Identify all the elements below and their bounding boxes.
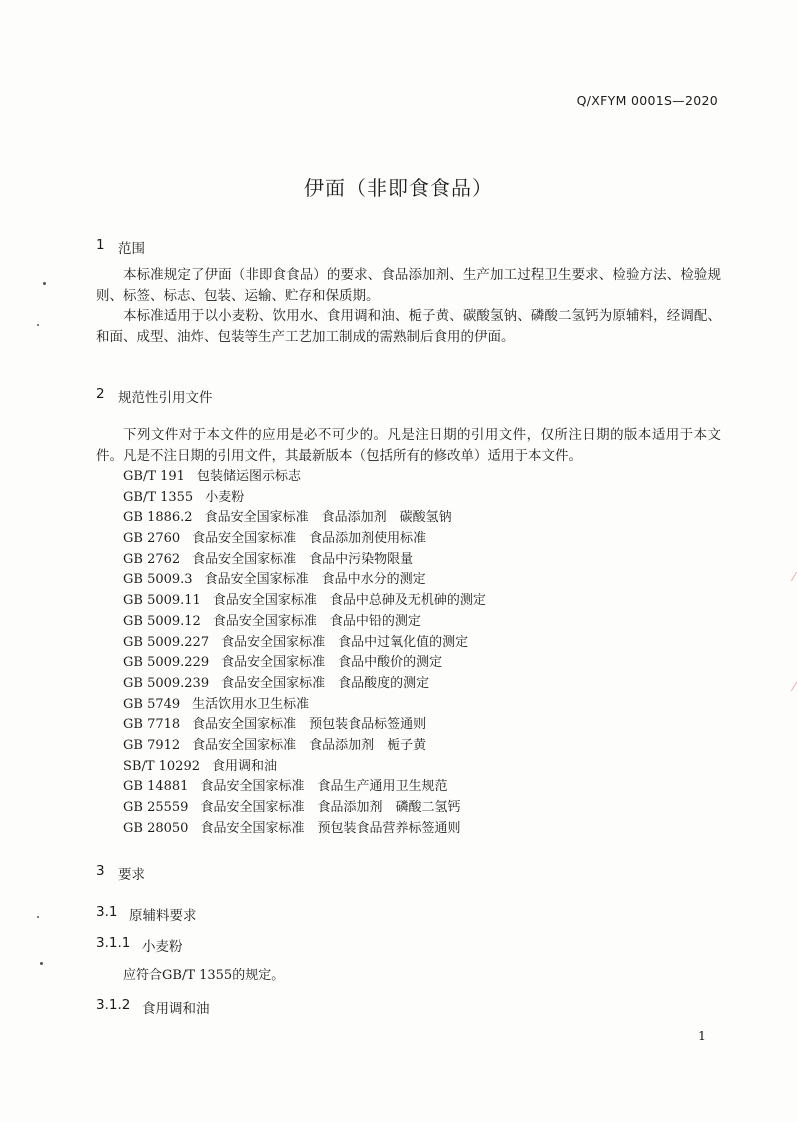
section-title: 范围 [118, 241, 145, 257]
list-item [123, 591, 486, 612]
section-title: 食用调和油 [142, 1001, 210, 1017]
section-number: 1 [96, 237, 105, 253]
reference-code: GB/T 191 [123, 469, 185, 484]
reference-code: GB 5009.3 [123, 572, 193, 588]
section-number: 2 [96, 386, 105, 402]
reference-title: 食品安全国家标准 食品酸度的测定 [221, 675, 430, 691]
reference-title: 食品安全国家标准 食品添加剂 碳酸氢钠 [204, 510, 452, 526]
reference-title: 食用调和油 [212, 758, 278, 774]
section-title: 规范性引用文件 [118, 390, 213, 406]
reference-code: GB 2760 [123, 531, 181, 547]
list-item [123, 674, 486, 695]
list-item [123, 570, 486, 591]
scan-edge-mark: ⁄ [792, 570, 795, 584]
list-item [123, 736, 486, 757]
list-item [123, 819, 486, 840]
scan-speck [40, 962, 43, 965]
section-heading-normative-references [96, 386, 213, 406]
scan-speck [37, 916, 39, 918]
reference-title: 小麦粉 [205, 489, 245, 505]
reference-code: SB/T 10292 [123, 758, 200, 774]
list-item [123, 508, 486, 529]
subsection-heading-blended-oil [96, 997, 210, 1017]
list-item [123, 798, 486, 819]
reference-code: GB 1886.2 [123, 510, 193, 526]
page-number: 1 [698, 1028, 706, 1043]
scope-paragraph-2: 本标准适用于以小麦粉、饮用水、食用调和油、栀子黄、碳酸氢钠、磷酸二氢钙为原辅料，经调配、和面、成型、油炸、包装等生产工艺加工制成的需熟制后食用的伊面。 [96, 308, 721, 345]
reference-code: GB 5009.11 [123, 593, 201, 609]
list-item [123, 467, 486, 488]
list-item [123, 529, 486, 550]
references-intro: 下列文件对于本文件的应用是必不可少的。凡是注日期的引用文件，仅所注日期的版本适用于本文件。凡是不注日期的引用文件，其最新版本（包括所有的修改单）适用于本文件。 [96, 427, 721, 464]
reference-code: GB 7912 [123, 737, 181, 753]
section-title: 要求 [118, 867, 145, 883]
reference-code: GB 2762 [123, 551, 181, 567]
section-number: 3.1 [96, 904, 118, 920]
reference-code: GB 5009.239 [123, 675, 210, 691]
reference-code: GB 5009.229 [123, 655, 210, 671]
section-heading-requirements [96, 863, 145, 883]
reference-code: GB 25559 [123, 800, 189, 815]
scan-edge-mark: ⁄ [792, 680, 795, 694]
reference-title: 食品安全国家标准 食品中水分的测定 [204, 572, 426, 588]
document-code: Q/XFYM 0001S—2020 [576, 93, 718, 108]
section-title: 小麦粉 [142, 939, 183, 955]
list-item [123, 653, 486, 674]
list-item [123, 488, 486, 509]
subsection-heading-wheat-flour [96, 935, 183, 955]
list-item [123, 695, 486, 716]
reference-title: 食品安全国家标准 食品生产通用卫生规范 [200, 779, 448, 795]
reference-title: 食品安全国家标准 预包装食品营养标签通则 [200, 820, 461, 836]
reference-code: GB 7718 [123, 717, 181, 733]
list-item [123, 777, 486, 798]
reference-title: 食品安全国家标准 食品添加剂使用标准 [192, 531, 427, 547]
reference-title: 包装储运图示标志 [196, 469, 301, 484]
list-item [123, 612, 486, 633]
document-title: 伊面（非即食食品） [304, 176, 493, 200]
reference-code: GB 5009.12 [123, 613, 201, 629]
reference-title: 生活饮用水卫生标准 [192, 696, 310, 712]
list-item [123, 633, 486, 654]
reference-code: GB/T 1355 [123, 489, 194, 505]
reference-title: 食品安全国家标准 食品中酸价的测定 [221, 655, 443, 671]
reference-title: 食品安全国家标准 食品中过氧化值的测定 [221, 634, 469, 650]
section-number: 3.1.2 [96, 997, 131, 1013]
reference-title: 食品安全国家标准 食品添加剂 栀子黄 [192, 737, 427, 753]
scan-speck [37, 324, 39, 326]
reference-title: 食品安全国家标准 食品中铅的测定 [212, 613, 421, 629]
scope-paragraph-1: 本标准规定了伊面（非即食食品）的要求、食品添加剂、生产加工过程卫生要求、检验方法、检验规则、标签、标志、包装、运输、贮存和保质期。 [96, 267, 721, 304]
reference-code: GB 14881 [123, 779, 189, 795]
wheat-flour-requirement: 应符合GB/T 1355的规定。 [123, 968, 285, 983]
section-number: 3 [96, 863, 105, 879]
reference-code: GB 5749 [123, 696, 181, 712]
reference-title: 食品安全国家标准 食品中总砷及无机砷的测定 [212, 593, 486, 609]
section-heading-scope [96, 237, 145, 257]
reference-title: 食品安全国家标准 食品中污染物限量 [192, 551, 414, 567]
list-item [123, 757, 486, 778]
reference-title: 食品安全国家标准 预包装食品标签通则 [192, 717, 427, 733]
scan-speck [43, 282, 46, 285]
section-title: 原辅料要求 [129, 908, 197, 924]
subsection-heading-raw-materials [96, 904, 197, 924]
reference-code: GB 5009.227 [123, 634, 210, 650]
reference-title: 食品安全国家标准 食品添加剂 磷酸二氢钙 [200, 800, 461, 815]
list-item [123, 715, 486, 736]
list-item [123, 550, 486, 571]
reference-code: GB 28050 [123, 820, 189, 836]
section-number: 3.1.1 [96, 935, 131, 951]
reference-list [123, 467, 486, 839]
